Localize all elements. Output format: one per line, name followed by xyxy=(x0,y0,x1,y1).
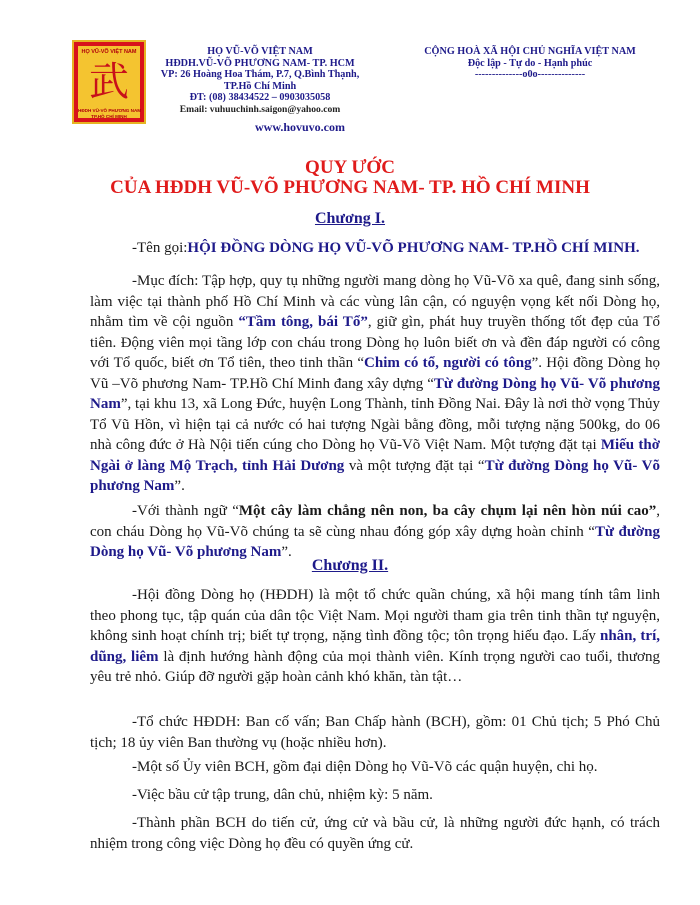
org-name: HỌ VŨ-VÕ VIỆT NAM xyxy=(207,46,313,57)
org-address: VP: 26 Hoàng Hoa Thám, P.7, Q.Bình Thạnh, xyxy=(160,69,360,80)
org-phone: ĐT: (08) 38434522 – 0903035058 xyxy=(189,92,331,103)
clan-logo xyxy=(72,40,146,124)
purpose-text-c: , giữ gìn, phát huy truyền thống tốt đẹp của Tổ tiên. Động viên mọi tầng lớp con cháu trong Dòng họ luôn biết ơn và đền đáp người có công với Tổ quốc, biết ơn Tổ tiên, theo tinh thần “ xyxy=(90,314,661,371)
purpose-text-i: và một tượng đặt tại “ xyxy=(344,457,485,474)
chapter-2-paragraph-3 xyxy=(90,757,660,778)
document-subtitle: CỦA HĐDH VŨ-VÕ PHƯƠNG NAM- TP. HỒ CHÍ MINH xyxy=(110,177,590,198)
proverb-text-e: ”. xyxy=(281,544,292,560)
org-website-link[interactable]: www.hovuvo.com xyxy=(254,120,345,134)
header-divider: --------------o0o-------------- xyxy=(474,69,586,80)
purpose-emphasis-4: Miếu thờ Ngài ở làng Mộ Trạch, tỉnh Hải Dương xyxy=(90,437,660,474)
chapter-1-heading: Chương I. xyxy=(314,210,386,227)
name-prefix: -Tên gọi: xyxy=(132,240,188,256)
logo-bottom-text-2: TP.HỒ CHÍ MINH xyxy=(91,114,127,119)
chapter-1-name-paragraph xyxy=(90,238,660,259)
chapter-2-paragraph-2 xyxy=(90,712,660,753)
logo-bottom-text-1: HĐDH VŨ-VÕ PHƯƠNG NAM xyxy=(78,108,142,113)
logo-top-text: HỌ VŨ-VÕ VIỆT NAM xyxy=(81,49,137,55)
country-name: CỘNG HOÀ XÃ HỘI CHỦ NGHĨA VIỆT NAM xyxy=(424,46,636,57)
purpose-text-e: ”. Hội đồng Dòng họ Vũ –Võ phương Nam- TP.Hồ Chí Minh đang xây dựng “ xyxy=(90,355,660,392)
p1-virtues: nhân, trí, dũng, liêm xyxy=(90,628,660,665)
p2-text: -Tổ chức HĐDH: Ban cố vấn; Ban Chấp hành (BCH), gồm: 01 Chủ tịch; 5 Phó Chủ tịch; 18 ủy viên Ban thường vụ (hoặc nhiều hơn). xyxy=(90,714,660,751)
purpose-emphasis-1: “Tầm tông, bái Tổ” xyxy=(238,314,368,330)
purpose-text-g: ”, tại khu 13, xã Long Đức, huyện Long Thành, tỉnh Đồng Nai. Đây là nơi thờ vọng Thủy Tổ Vũ Hồn, vì hiện tại cả nước có hai tượng Ngài bằng đồng, mỗi tượng nặng 500kg, do 06 nhà công đức ở Hà Nội tiến cúng cho Dòng họ Vũ-Võ Việt Nam. Một tượng đặt tại xyxy=(90,396,660,453)
national-motto: Độc lập - Tự do - Hạnh phúc xyxy=(467,57,593,69)
chapter-1-purpose-paragraph xyxy=(90,271,660,497)
org-city: TP.Hồ Chí Minh xyxy=(223,80,297,92)
proverb-text-a: -Với thành ngữ “ xyxy=(132,503,239,519)
chapter-2-heading: Chương II. xyxy=(311,557,389,574)
logo-background xyxy=(78,46,140,118)
national-header xyxy=(395,46,665,81)
chapter-2-paragraph-1 xyxy=(90,585,660,688)
purpose-emphasis-2: Chim có tổ, người có tông xyxy=(364,355,532,371)
p3-text: -Một số Ủy viên BCH, gồm đại diện Dòng họ Vũ-Võ các quận huyện, chi họ. xyxy=(132,759,598,775)
organization-header xyxy=(150,46,370,115)
purpose-text-k: ”. xyxy=(174,478,185,494)
document-title: QUY ƯỚC xyxy=(305,157,395,178)
purpose-emphasis-3: Từ đường Dòng họ Vũ- Võ phương Nam xyxy=(90,375,660,412)
p5-text: -Thành phần BCH do tiến cử, ứng cử và bầu cử, là những người đức hạnh, có trách nhiệm trong công việc Dòng họ đều có quyền ứng cử. xyxy=(90,815,660,852)
p4-text: -Việc bầu cử tập trung, dân chủ, nhiệm kỳ: 5 năm. xyxy=(132,787,433,803)
chapter-2-paragraph-5 xyxy=(90,813,660,854)
purpose-text-a: -Mục đích: Tập hợp, quy tụ những người mang dòng họ Vũ-Võ xa quê, đang sinh sống, làm việc tại thành phố Hồ Chí Minh và các vùng lân cận, có nguyện vọng kết nối Dòng họ, nhằm tìm về cội nguồn xyxy=(90,273,660,330)
purpose-emphasis-5: Từ đường Dòng họ Vũ- Võ phương Nam xyxy=(90,457,660,494)
proverb-text-c: , con cháu Dòng họ Vũ-Võ chúng ta sẽ cùng nhau đóng góp xây dựng hoàn chỉnh “ xyxy=(90,503,660,540)
chapter-1-proverb-paragraph xyxy=(90,501,660,563)
chapter-2-paragraph-4 xyxy=(90,785,660,806)
p1-text-a: -Hội đồng Dòng họ (HĐDH) là một tổ chức quần chúng, xã hội mang tính tâm linh theo phong tục, tập quán của dân tộc Việt Nam. Mọi người tham gia trên tinh thần tự nguyện, không sinh hoạt chính trị; biết tự trọng, nặng tình đồng tộc; tôn trọng hiếu đạo. Lấy xyxy=(90,587,660,644)
org-branch: HĐDH.VŨ-VÕ PHƯƠNG NAM- TP. HCM xyxy=(165,57,355,69)
p1-text-c: là định hướng hành động của mọi thành viên. Kính trọng người cao tuổi, thương yêu trẻ nhỏ. Giúp đỡ người gặp hoàn cảnh khó khăn, tàn tật… xyxy=(90,648,660,685)
proverb-temple-name: Từ đường Dòng họ Vũ- Võ phương Nam xyxy=(90,523,660,560)
proverb-emphasis: Một cây làm chẳng nên non, ba cây chụm lại nên hòn núi cao” xyxy=(238,503,657,519)
association-name: HỘI ĐỒNG DÒNG HỌ VŨ-VÕ PHƯƠNG NAM- TP.HỒ CHÍ MINH. xyxy=(187,240,640,256)
logo-glyph: 武 xyxy=(89,59,129,105)
org-email: Email: vuhuuchinh.saigon@yahoo.com xyxy=(179,103,341,115)
